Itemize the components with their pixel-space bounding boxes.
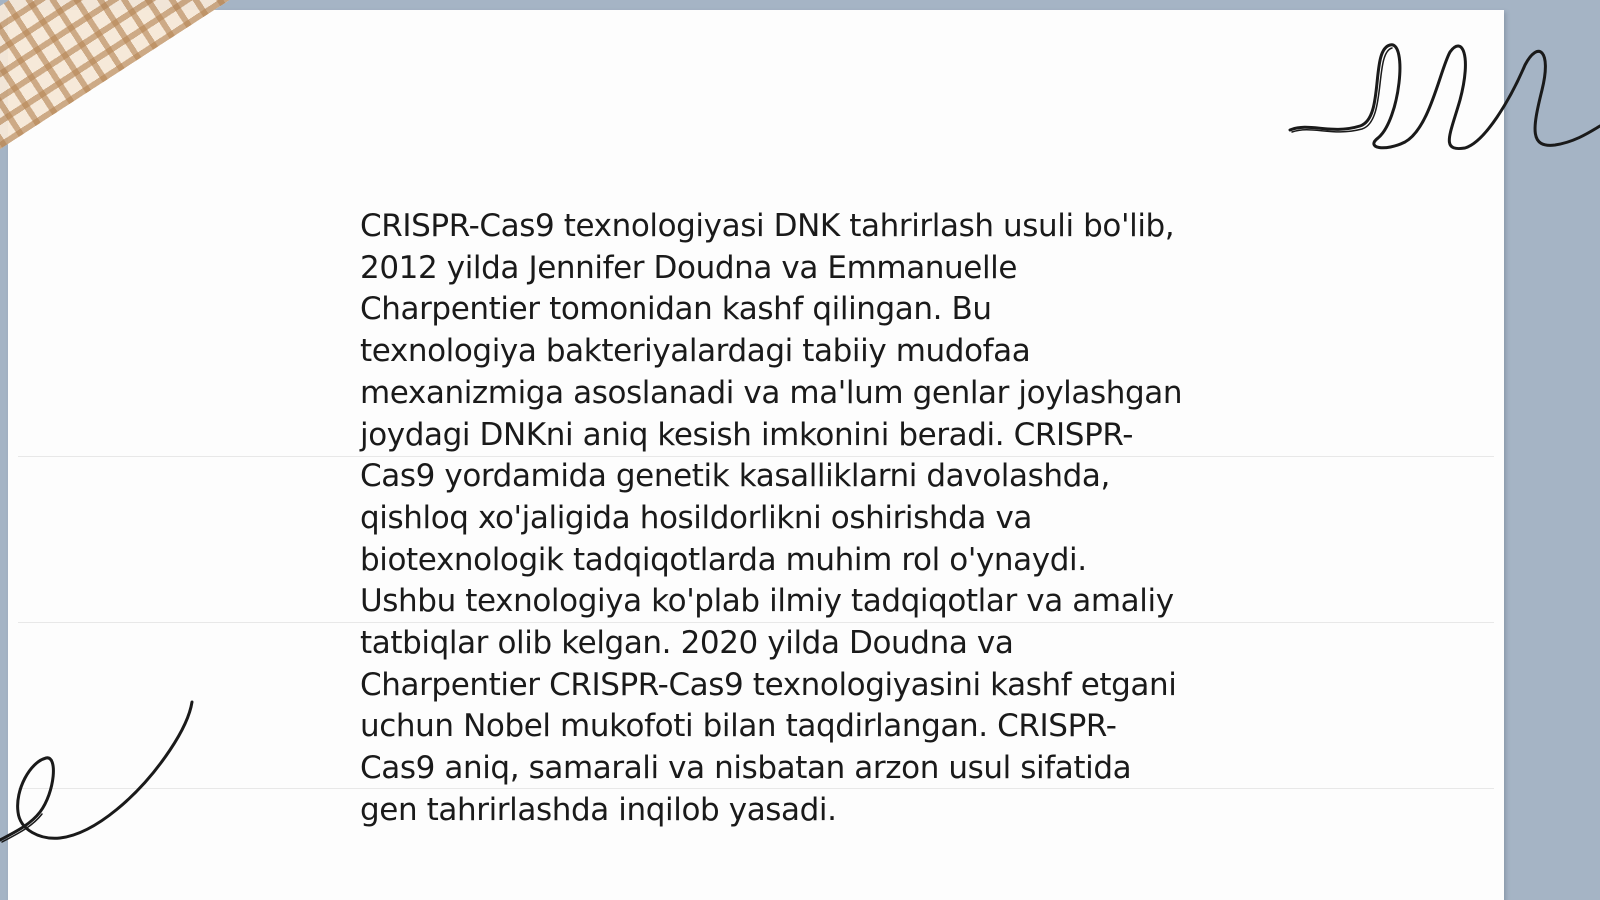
text-line: 2012 yilda Jennifer Doudna va Emmanuelle <box>360 249 1018 286</box>
text-line: biotexnologik tadqiqotlarda muhim rol o'ynaydi. <box>360 541 1087 578</box>
text-line: Cas9 yordamida genetik kasalliklarni davolashda, <box>360 458 1110 495</box>
text-line: gen tahrirlashda inqilob yasadi. <box>360 791 837 828</box>
document-paragraph <box>360 206 1260 832</box>
loop-squiggle-icon <box>1290 30 1600 170</box>
text-line: Ushbu texnologiya ko'plab ilmiy tadqiqotlar va amaliy <box>360 583 1174 620</box>
text-line: Charpentier CRISPR-Cas9 texnologiyasini kashf etgani <box>360 666 1177 703</box>
text-line: mexanizmiga asoslanadi va ma'lum genlar joylashgan <box>360 374 1183 411</box>
text-line: Charpentier tomonidan kashf qilingan. Bu <box>360 291 992 328</box>
text-line: joydagi DNKni aniq kesish imkonini beradi. CRISPR- <box>360 416 1134 453</box>
text-line: texnologiya bakteriyalardagi tabiiy mudofaa <box>360 333 1031 370</box>
text-line: Cas9 aniq, samarali va nisbatan arzon usul sifatida <box>360 750 1132 787</box>
text-line: tatbiqlar olib kelgan. 2020 yilda Doudna va <box>360 625 1014 662</box>
text-line: qishloq xo'jaligida hosildorlikni oshirishda va <box>360 499 1033 536</box>
text-line: uchun Nobel mukofoti bilan taqdirlangan. CRISPR- <box>360 708 1117 745</box>
loop-squiggle-icon <box>0 700 200 850</box>
text-line: CRISPR-Cas9 texnologiyasi DNK tahrirlash usuli bo'lib, <box>360 208 1175 244</box>
